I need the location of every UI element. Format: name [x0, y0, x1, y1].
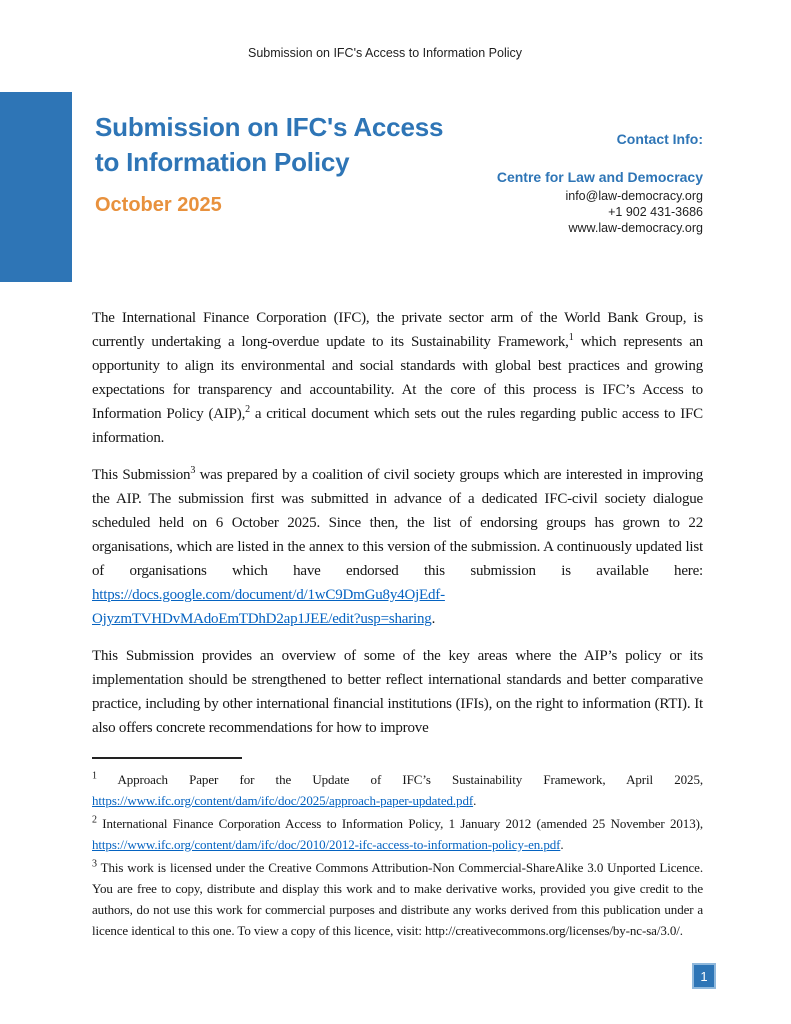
contact-block	[497, 131, 703, 236]
paragraph-1-text: which represents an opportunity to align its environmental and social standards with global best practices and growing expectations for transparency and accountability. At the core of this process is IFC’s Access to Information Policy (AIP),	[92, 334, 703, 422]
footnote-ref-3[interactable]: 3	[190, 465, 196, 476]
document-title-line1: Submission on IFC's Access	[95, 112, 444, 142]
contact-website: www.law-democracy.org	[568, 221, 703, 235]
footnotes-section	[92, 757, 703, 943]
footnote-3-number: 3	[92, 858, 97, 870]
document-title-line2: to Information Policy	[95, 147, 350, 177]
paragraph-3-text: This Submission provides an overview of some of the key areas where the AIP’s policy or its implementation should be strengthened to better reflect international standards and better comparative practice, including by other international financial institutions (IFIs), on the right to information (RTI). It also offers concrete recommendations for how to improve	[92, 648, 703, 736]
footnote-2-number: 2	[92, 814, 97, 826]
footnote-1-number: 1	[92, 770, 97, 782]
paragraph-2-text: was prepared by a coalition of civil society groups which are interested in improving the AIP. The submission first was submitted in advance of a dedicated IFC-civil society dialogue scheduled held on 6 October 2025. Since then, the list of endorsing groups has grown to 22 organisations, which are listed in the annex to this version of the submission. A continuously updated list of organisations which have endorsed this submission is available here:	[92, 467, 703, 579]
endorsement-list-link[interactable]: https://docs.google.com/document/d/1wC9DmGu8y4OjEdf-OjyzmTVHDvMAdoEmTDhD2ap1JEE/edit?usp=sharing	[92, 587, 445, 627]
footnote-1-tail: .	[473, 793, 477, 808]
accent-bar	[0, 92, 72, 282]
footnote-1-link[interactable]: https://www.ifc.org/content/dam/ifc/doc/2025/approach-paper-updated.pdf	[92, 793, 474, 808]
footnote-2-tail: .	[560, 837, 564, 852]
footnote-separator	[92, 757, 242, 759]
contact-heading: Contact Info:	[616, 131, 703, 147]
footnote-1-text: Approach Paper for the Update of IFC’s Sustainability Framework, April 2025,	[117, 772, 703, 787]
footnote-2	[92, 813, 703, 855]
paragraph-1-text: The International Finance Corporation (IFC), the private sector arm of the World Bank Group, is currently undertaking a long-overdue update to its Sustainability Framework,	[92, 310, 703, 350]
contact-email: info@law-democracy.org	[565, 189, 703, 203]
footnote-ref-1[interactable]: 1	[568, 332, 574, 343]
running-header: Submission on IFC's Access to Information Policy	[247, 46, 523, 60]
footnote-3	[92, 857, 703, 941]
page-number-value: 1	[700, 968, 708, 984]
paragraph-2-text: .	[431, 611, 436, 627]
paragraph-2	[92, 463, 703, 631]
contact-phone: +1 902 431-3686	[608, 205, 703, 219]
paragraph-3	[92, 644, 703, 740]
document-body	[92, 306, 703, 753]
document-date: October 2025	[95, 194, 222, 216]
contact-organisation: Centre for Law and Democracy	[496, 169, 703, 185]
footnote-2-link[interactable]: https://www.ifc.org/content/dam/ifc/doc/2010/2012-ifc-access-to-information-policy-en.pdf	[92, 837, 561, 852]
paragraph-1	[92, 306, 703, 450]
paragraph-1-text: a critical document which sets out the rules regarding public access to IFC information.	[92, 406, 703, 446]
page-number	[692, 963, 716, 989]
title-block	[95, 110, 443, 217]
document-title	[95, 110, 443, 180]
footnote-3-text: This work is licensed under the Creative Commons Attribution-Non Commercial-ShareAlike 3.0 Unported Licence. You are free to copy, distribute and display this work and to make derivative works, provided you give credit to the authors, do not use this work for commercial purposes and distribute any works derived from this publication under a licence identical to this one. To view a copy of this licence, visit: http://creativecommons.org/licenses/by-nc-sa/3.0/.	[92, 860, 703, 938]
paragraph-2-text: This Submission	[92, 467, 191, 483]
footnote-ref-2[interactable]: 2	[245, 404, 250, 415]
footnote-2-text: International Finance Corporation Access to Information Policy, 1 January 2012 (amended 25 November 2013),	[102, 816, 703, 831]
footnote-1	[92, 769, 703, 811]
